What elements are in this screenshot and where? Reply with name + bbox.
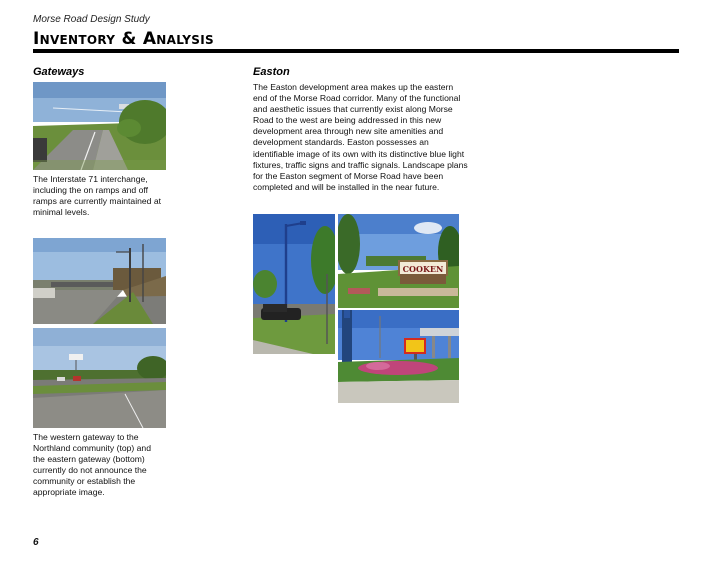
section-title: Inventory & Analysis [33,29,214,49]
photo-western-gateway [33,238,166,324]
gateway-caption: The western gateway to the Northland community (top) and the eastern gateway (bottom) currently do not announce the community or establish the appropriate image. [33,432,151,498]
easton-sign-text: COOKEN [402,264,444,274]
photo-blue-light-fixture [253,214,335,354]
photo-easton-gas-station [338,310,459,403]
interchange-caption: The Interstate 71 interchange, including the on ramps and off ramps are currently maintained at minimal levels. [33,174,162,218]
photo-i71-interchange [33,82,166,170]
photo-easton-sign [338,214,459,308]
easton-heading: Easton [253,66,290,78]
study-title: Morse Road Design Study [33,14,150,25]
header-rule [33,49,679,53]
photo-eastern-gateway [33,328,166,428]
easton-body-text: The Easton development area makes up the eastern end of the Morse Road corridor. Many of the functional and aesthetic issues that currently exist along Morse Road to the west are being addressed in this new development area through new site amenities and development standards. Easton possesses an identifiable image of its own with its distinctive blue light fixtures, traffic signs and traffic signals. Landscape plans for the Easton segment of Morse Road have been completed and will be installed in the near future. [253,82,468,192]
page-number: 6 [33,537,39,548]
gateways-heading: Gateways [33,66,85,78]
